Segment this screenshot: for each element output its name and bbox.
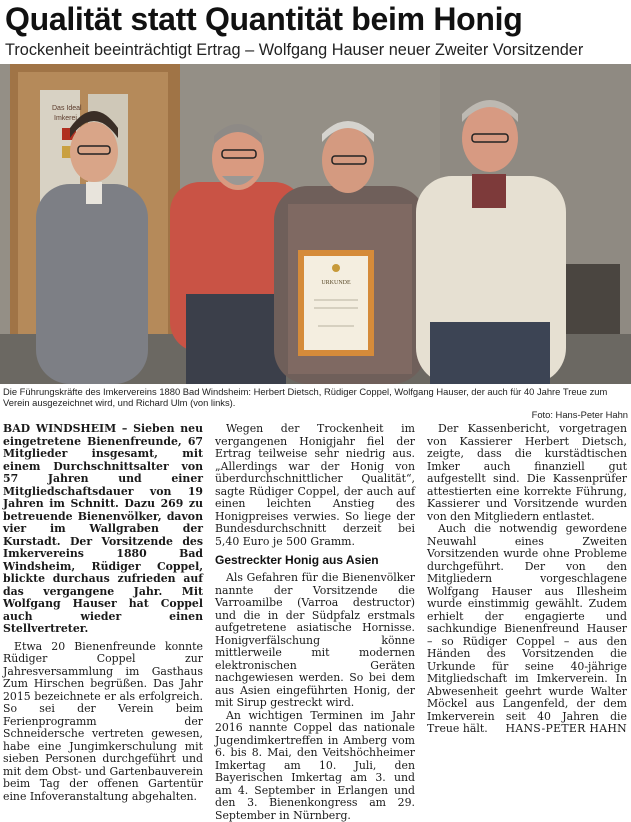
column-2 bbox=[215, 423, 415, 822]
column-3 bbox=[427, 423, 627, 736]
paragraph-5: Der Kassenbericht, vorgetragen von Kassierer Herbert Dietsch, zeigte, dass die kurstädtischen Imker auch finanziell gut aufgestellt sind. Die Kassenprüfer attestierten eine korrekte Führung, Kassierer und Vorsitzende wurden von den Mitgliedern entlastet. bbox=[427, 423, 627, 523]
certificate-title: URKUNDE bbox=[321, 280, 351, 286]
paragraph-3: Als Gefahren für die Bienenvölker nannte der Vorsitzende die Varroamilbe (Varroa destructor) und die in der Südpfalz erstmals aufgetretene asiatische Hornisse. Honigverfälschung könne mittlerweile mit modernen elektronischen Geräten nachgewiesen werden. So bei dem aus Asien eingeführten Honig, der mit Sirup gestreckt wird. bbox=[215, 572, 415, 710]
caption-text: Die Führungskräfte des Imkervereins 1880 Bad Windsheim: Herbert Dietsch, Rüdiger Coppel, Wolfgang Hauser, der auch für 40 Jahre Treue zum Verein ausgezeichnet wird, und Richard Ulm (von links). bbox=[3, 386, 607, 408]
author-byline: HANS-PETER HAHN bbox=[495, 723, 627, 736]
paragraph-1: Etwa 20 Bienenfreunde konnte Rüdiger Coppel zur Jahresversammlung im Gasthaus Zum Hirschen begrüßen. Das Jahr 2015 bezeichnete er als erfolgreich. So sei der Verein beim Ferienprogramm der Schneidersche vertreten gewesen, habe eine Jungimkerschulung mit sieben Personen durchgeführt und mit dem Obst- und Gartenbauverein beim Tag der offenen Gartentür eine Infoveranstaltung abgehalten. bbox=[3, 641, 203, 804]
photo-caption bbox=[3, 386, 628, 420]
lead-paragraph: BAD WINDSHEIM – Sieben neu eingetretene Bienenfreunde, 67 Mitglieder insgesamt, mit einem Durchschnittsalter von 57 Jahren und einer Mitgliedschaftsdauer von 19 Jahren im Schnitt. Dazu 269 zu betreuende Bienenvölker, davon vier im Wallgraben der Kurstadt. Der Vorsitzende des Imkervereins 1880 Bad Windsheim, Rüdiger Coppel, blickte durchaus zufrieden auf das vergangene Jahr. Mit Wolfgang Hauser hat Coppel auch wieder einen Stellvertreter. bbox=[3, 423, 203, 636]
column-1 bbox=[3, 423, 203, 803]
photo-credit: Foto: Hans-Peter Hahn bbox=[3, 409, 628, 420]
subheadline: Trockenheit beeinträchtigt Ertrag – Wolfgang Hauser neuer Zweiter Vorsitzender bbox=[5, 40, 627, 60]
sign-brand-bottom: Imkerei bbox=[54, 115, 77, 122]
headline: Qualität statt Quantität beim Honig bbox=[5, 0, 627, 38]
photo-illustration bbox=[0, 64, 631, 384]
paragraph-6-text: Auch die notwendig gewordene Neuwahl eines Zweiten Vorsitzenden wurde ohne Probleme durchgeführt. Der von den Mitgliedern vorgeschlagene Wolfgang Hauser aus Illesheim wurde einstimmig gewählt. Zudem erhielt der engagierte und sachkundige Bienenfreund Hauser – so Rüdiger Coppel – aus den Händen des Vorsitzenden die Urkunde für seine 40-jährige Mitgliedschaft im Imkerverein. In Abwesenheit geehrt wurde Walter Möckel aus Langenfeld, der dem Imkerverein seit 40 Jahren die Treue hält. bbox=[427, 522, 627, 735]
paragraph-4: An wichtigen Terminen im Jahr 2016 nannte Coppel das nationale Jugendimkertreffen in Amberg vom 6. bis 8. Mai, den Veitshöchheimer Imkertag am 10. Juli, den Bayerischen Imkertag am 3. und am 4. September in Erlangen und den 3. Bienenkongress am 29. September in Nürnberg. bbox=[215, 710, 415, 822]
sign-brand-top: Das Ideal bbox=[52, 105, 82, 112]
paragraph-6 bbox=[427, 523, 627, 736]
article-photo bbox=[0, 64, 631, 384]
paragraph-2: Wegen der Trockenheit im vergangenen Honigjahr fiel der Ertrag teilweise sehr niedrig aus. „Allerdings war der Honig von überdurchschnittlicher Qualität“, sagte Rüdiger Coppel, der auch auf einen leichten Anstieg des Honigpreises verwies. So liege der Bundesdurchschnitt derzeit bei 5,40 Euro je 500 Gramm. bbox=[215, 423, 415, 548]
certificate bbox=[298, 250, 374, 356]
subheading: Gestreckter Honig aus Asien bbox=[215, 553, 415, 567]
